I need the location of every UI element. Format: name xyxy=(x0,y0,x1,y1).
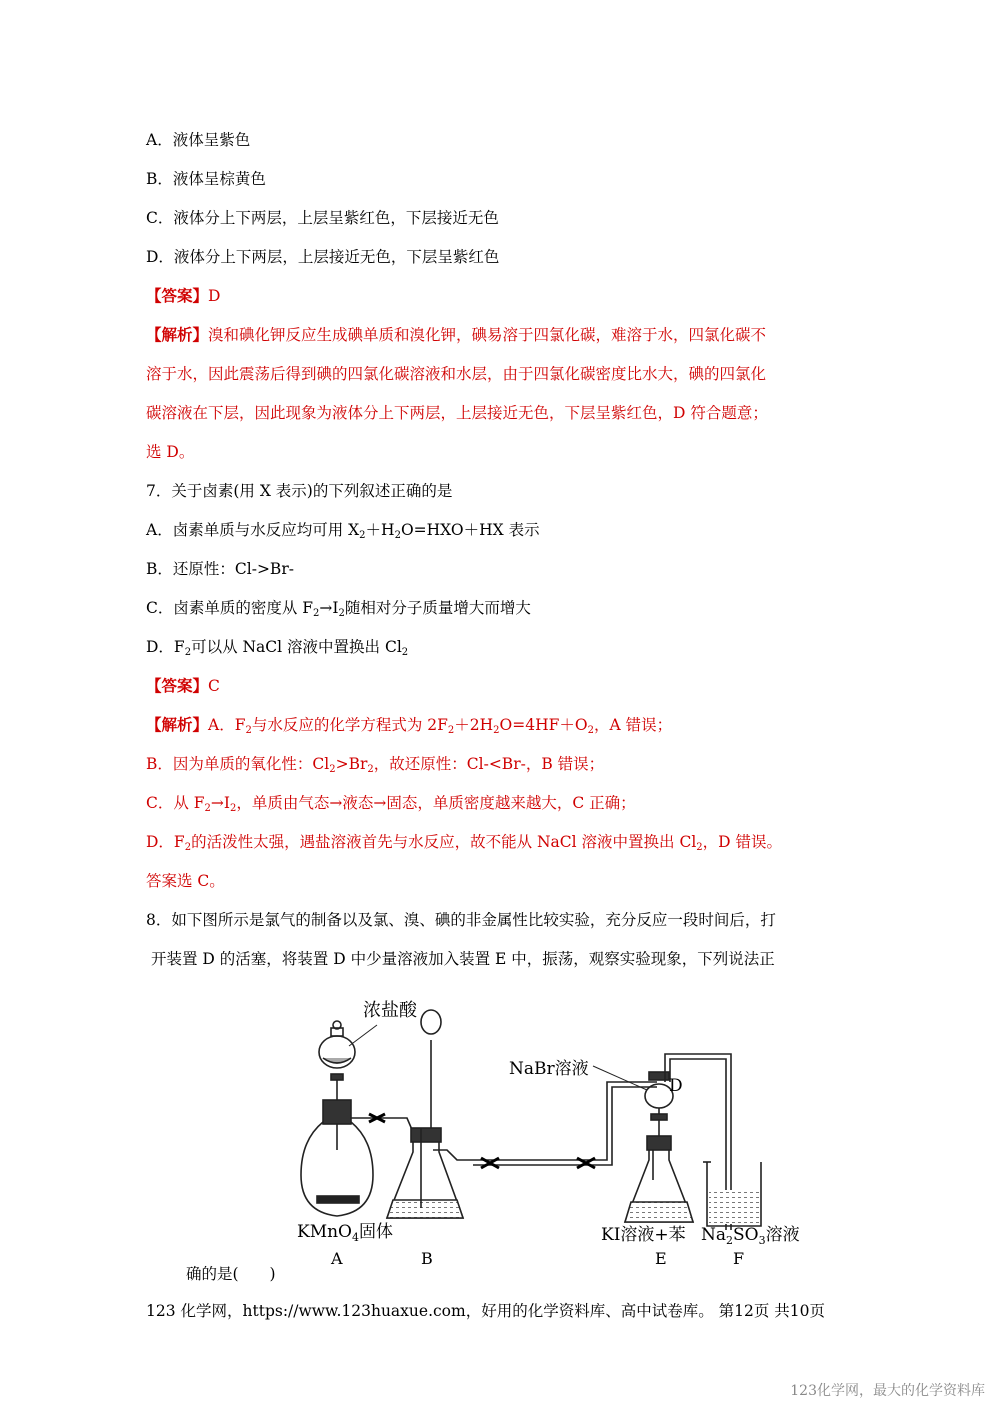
kmno4-subscript: 4 xyxy=(352,1231,359,1244)
q6-option-b: B．液体呈棕黄色 xyxy=(146,170,266,188)
subscript: 2 xyxy=(204,803,211,814)
subscript: 2 xyxy=(245,725,252,736)
subscript: 2 xyxy=(447,725,455,736)
subscript: 2 xyxy=(587,725,594,736)
q6-analysis-line-2: 溶于水，因此震荡后得到碘的四氯化碳溶液和水层，由于四氯化碳密度比水大，碘的四氯化 xyxy=(146,365,767,383)
q7-analysis-line-2 xyxy=(146,754,604,774)
answer-tag: 【答案】 xyxy=(146,676,209,695)
stopper-a xyxy=(323,1100,351,1124)
text: ，D 错误。 xyxy=(702,833,783,851)
text: A．卤素单质与水反应均可用 X xyxy=(146,521,360,539)
text: →I xyxy=(210,794,231,812)
letter-f: F xyxy=(733,1249,745,1268)
page-footer: 123 化学网，https://www.123huaxue.com，好用的化学资料库、高中试卷库。 第12页 共10页 xyxy=(146,1302,826,1320)
text: ＋2H xyxy=(454,716,494,734)
safety-funnel xyxy=(421,1010,441,1034)
kmno4-solid xyxy=(317,1196,359,1203)
stopper-b xyxy=(411,1128,441,1142)
analysis-tag: 【解析】 xyxy=(146,715,209,734)
label-kmno4-solid xyxy=(297,1222,393,1244)
answer-value: D xyxy=(208,287,221,305)
label-ki-benzene: KI溶液+苯 xyxy=(601,1225,686,1245)
watermark-text: 123化学网，最大的化学资料库 xyxy=(790,1383,985,1399)
q6-analysis-line-4: 选 D。 xyxy=(146,443,195,461)
q7-option-d xyxy=(146,637,408,657)
subscript: 2 xyxy=(329,764,336,775)
subscript: 2 xyxy=(696,842,703,853)
text: C．卤素单质的密度从 F xyxy=(146,599,314,617)
q6-option-d: D．液体分上下两层，上层接近无色，下层呈紫红色 xyxy=(146,248,500,266)
q8-stem-tail: 确的是( ) xyxy=(186,1265,276,1283)
letter-b: B xyxy=(421,1249,433,1268)
text: B．因为单质的氧化性：Cl xyxy=(146,755,330,773)
q6-answer xyxy=(146,286,220,306)
text: D．F xyxy=(146,833,185,851)
label-d: D xyxy=(669,1076,683,1096)
subscript: 2 xyxy=(493,725,500,736)
na2so3-text: Na xyxy=(701,1225,727,1245)
q7-analysis-line-3 xyxy=(146,793,636,813)
q6-analysis-line-1 xyxy=(146,325,766,345)
q7-conclusion: 答案选 C。 xyxy=(146,872,225,890)
q7-stem: 7．关于卤素(用 X 表示)的下列叙述正确的是 xyxy=(146,482,453,500)
beaker-f xyxy=(703,1162,761,1226)
q7-analysis-line-4 xyxy=(146,832,782,852)
text: O=HXO＋HX 表示 xyxy=(400,521,540,539)
letter-a: A xyxy=(331,1249,343,1268)
text: →I xyxy=(319,599,339,617)
text: D．F xyxy=(146,638,185,656)
subscript: 2 xyxy=(394,530,401,541)
label-concentrated-hcl: 浓盐酸 xyxy=(363,1000,417,1021)
flask-e xyxy=(625,1136,693,1222)
q7-answer xyxy=(146,676,220,696)
answer-tag: 【答案】 xyxy=(146,286,209,305)
text: C．从 F xyxy=(146,794,205,812)
na2so3-text: SO xyxy=(733,1225,759,1245)
q6-analysis-line-3: 碳溶液在下层，因此现象为液体分上下两层，上层接近无色，下层呈紫红色，D 符合题意； xyxy=(146,404,768,422)
subscript: 2 xyxy=(184,647,192,658)
subscript: 2 xyxy=(359,530,366,541)
apparatus-diagram xyxy=(287,990,807,1275)
stopper-e xyxy=(647,1136,671,1150)
q8-stem-line-2: 开装置 D 的活塞，将装置 D 中少量溶液加入装置 E 中，振荡，观察实验现象，下列说法正 xyxy=(151,950,775,968)
subscript: 2 xyxy=(401,647,409,658)
answer-value: C xyxy=(208,677,220,695)
na2so3-subscript: 3 xyxy=(758,1234,766,1247)
q7-option-c xyxy=(146,598,531,618)
text: ，A 错误； xyxy=(593,716,673,734)
analysis-tag: 【解析】 xyxy=(146,325,209,344)
subscript: 2 xyxy=(230,803,237,814)
q8-stem-line-1: 8．如下图所示是氯气的制备以及氯、溴、碘的非金属性比较实验，充分反应一段时间后，打 xyxy=(146,911,776,929)
q7-option-a xyxy=(146,520,540,540)
text: A．F xyxy=(208,716,246,734)
label-na2so3-solution xyxy=(701,1225,800,1247)
subscript: 2 xyxy=(184,842,192,853)
analysis-text: 溴和碘化钾反应生成碘单质和溴化钾，碘易溶于四氯化碳，难溶于水，四氯化碳不 xyxy=(208,326,767,344)
text: 的活泼性太强，遇盐溶液首先与水反应，故不能从 NaCl 溶液中置换出 Cl xyxy=(191,833,697,851)
text: 与水反应的化学方程式为 2F xyxy=(251,716,448,734)
label-nabr-solution: NaBr溶液 xyxy=(509,1059,589,1079)
text: ＋H xyxy=(365,521,395,539)
subscript: 2 xyxy=(367,764,374,775)
subscript: 2 xyxy=(313,608,320,619)
subscript: 2 xyxy=(338,608,345,619)
kmno4-text: KMnO xyxy=(297,1222,352,1242)
q7-analysis-line-1 xyxy=(146,715,672,735)
na2so3-text: 溶液 xyxy=(765,1225,800,1245)
q6-option-a: A．液体呈紫色 xyxy=(146,131,251,149)
text: 可以从 NaCl 溶液中置换出 Cl xyxy=(191,638,402,656)
q7-option-b: B．还原性：Cl->Br- xyxy=(146,560,294,578)
na2so3-subscript: 2 xyxy=(726,1234,734,1247)
funnel-d xyxy=(593,1066,673,1140)
text: ，故还原性：Cl-<Br-，B 错误； xyxy=(373,755,605,773)
letter-e: E xyxy=(655,1249,667,1268)
flask-b xyxy=(387,1010,473,1218)
text: >Br xyxy=(335,755,368,773)
q6-option-c: C．液体分上下两层，上层呈紫红色，下层接近无色 xyxy=(146,209,499,227)
kmno4-text: 固体 xyxy=(359,1222,393,1242)
text: O=4HF＋O xyxy=(499,716,588,734)
text: ，单质由气态→液态→固态，单质密度越来越大，C 正确； xyxy=(236,794,636,812)
text: 随相对分子质量增大而增大 xyxy=(344,599,531,617)
